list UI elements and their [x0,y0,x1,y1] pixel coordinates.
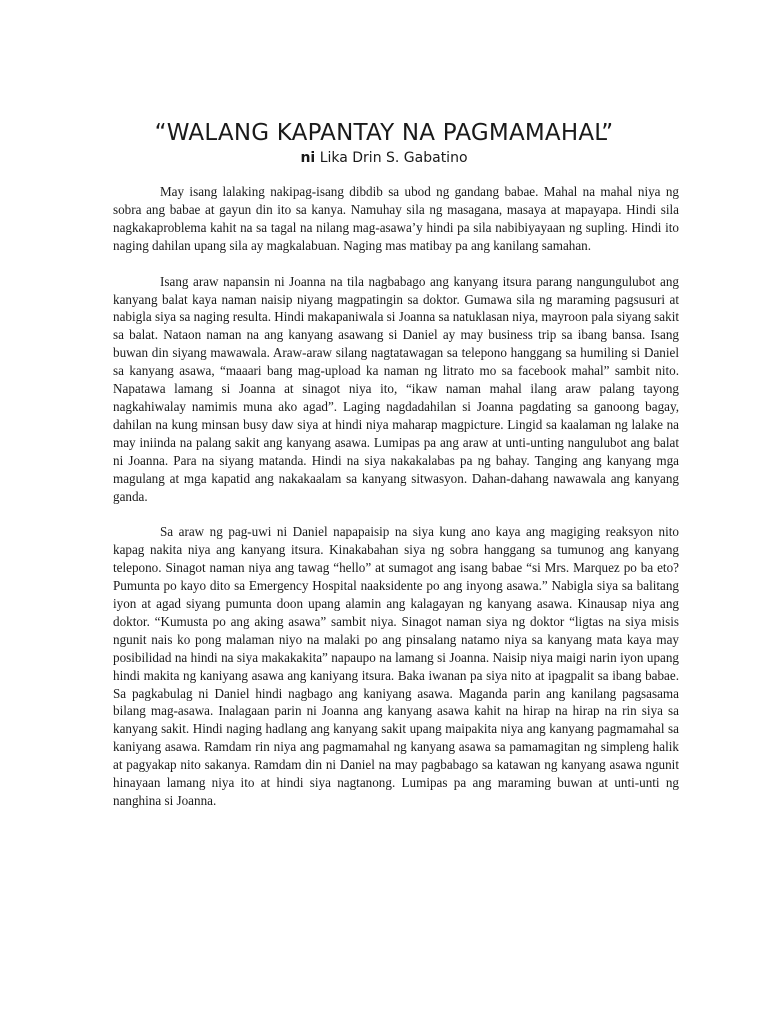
author-byline [0,149,768,167]
paragraph-1: May isang lalaking nakipag-isang dibdib sa ubod ng gandang babae. Mahal na mahal niya ng sobra ang babae at gayun din ito sa kanya. Namuhay sila ng masagana, masaya at mapayapa. Hindi sila nagkakaproblema kahit na sa tagal na nilang mag-asawa’y hindi pa sila nabibiyayaan ng supling. Hindi ito naging dahilan upang sila ay magkalabuan. Naging mas matibay pa ang kanilang samahan. [113,184,679,253]
document-body [113,183,679,810]
document-title: “WALANG KAPANTAY NA PAGMAMAHAL” [154,120,614,146]
paragraph-2: Isang araw napansin ni Joanna na tila nagbabago ang kanyang itsura parang nangungulubot ang kanyang balat kaya naman naisip niyang magpatingin sa doktor. Gumawa sila ng maraming pagsusuri at nabigla siya sa naging resulta. Hindi makapaniwala si Joanna sa natuklasan niya, mayroon pala siyang sakit sa balat. Nataon naman na ang kanyang asawang si Daniel ay may business trip sa ibang bansa. Isang buwan din siyang mawawala. Araw-araw silang nagtatawagan sa telepono hanggang sa humiling si Daniel sa kanyang asawa, “maaari bang mag-upload ka naman ng litrato mo sa facebook mahal” sambit nito. Napatawa lamang si Joanna at sinagot niya ito, “ikaw naman mahal ilang araw palang tayong nagkahiwalay namimis muna ako agad”. Laging nagdadahilan si Joanna pagdating sa ganoong bagay, dahilan na kung minsan busy daw siya at hindi niya maharap magpicture. Lingid sa kaalaman ng lalake na may iniinda na palang sakit ang kanyang asawa. Lumipas pa ang araw at unti-unting nangulubot ang balat ni Joanna. Para na siyang matanda. Hindi na siya nakakalabas pa ng bahay. Tanging ang kanyang mga magulang at mga kapatid ang nakakaalam sa kanyang sitwasyon. Dahan-dahang nawawala ang kanyang ganda. [113,273,679,504]
byline-prefix: ni [300,150,316,166]
author-name: Lika Drin S. Gabatino [319,150,468,166]
paragraph-3: Sa araw ng pag-uwi ni Daniel napapaisip na siya kung ano kaya ang magiging reaksyon nito kapag nakita niya ang kanyang itsura. Kinakabahan siya ng sobra hanggang sa tumunog ang kanyang telepono. Sinagot naman niya ang tawag “hello” at sumagot ang isang babae “si Mrs. Marquez po ba eto? Pumunta po kayo dito sa Emergency Hospital naaksidente po ang inyong asawa.” Nabigla siya sa balitang iyon at agad siyang pumunta doon upang alamin ang kalagayan ng kanyang asawa. Kinausap niya ang doktor. “Kumusta po ang aking asawa” sambit niya. Sinagot naman siya ng doktor “ligtas na siya misis ngunit nais ko pong malaman niyo na malaki po ang pinsalang natamo niya sa kanyang mata kaya may posibilidad na hindi na siya makakakita” napaupo na lamang si Joanna. Naisip niya maigi narin iyon upang hindi makita ng kaniyang asawa ang kaniyang itsura. Baka iwanan pa siya nito at ipagpalit sa ibang babae. Sa pagkabulag ni Daniel hindi nagbago ang kaniyang asawa. Maganda parin ang kanilang pagsasama bilang mag-asawa. Inalagaan parin ni Joanna ang kanyang asawa kahit na hirap na hirap na rin siya sa kanyang sakit. Hindi naging hadlang ang kanyang sakit upang maipakita niya ang kanyang pagmamahal sa kaniyang asawa. Ramdam rin niya ang pagmamahal ng kanyang asawa sa pamamagitan ng simpleng halik at pagyakap nito sakanya. Ramdam din ni Daniel na may pagbabago sa katawan ng kanyang asawa ngunit hinayaan lamang niya ito at hindi siya nagtanong. Lumipas pa ang maraming buwan at unti-unti ng nanghina si Joanna. [113,524,679,808]
